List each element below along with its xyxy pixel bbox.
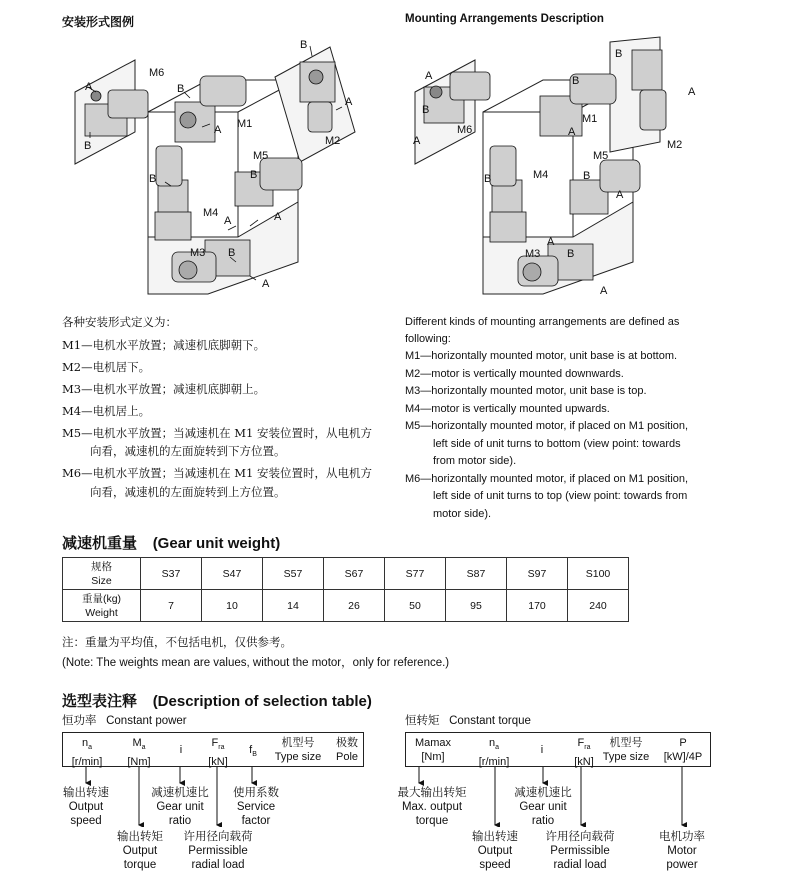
torque-mamax: Mamax [Nm]	[414, 737, 452, 763]
svg-text:M2: M2	[667, 139, 683, 151]
svg-text:M6: M6	[149, 67, 165, 79]
power-ma: $M_a$ [Nm]	[127, 737, 151, 769]
def-en-m6b: left side of unit turns to top (view point: towards from	[433, 490, 688, 502]
svg-text:A: A	[616, 189, 624, 201]
svg-text:M1: M1	[582, 113, 598, 125]
svg-text:A: A	[688, 86, 696, 98]
svg-text:A: A	[547, 236, 555, 248]
svg-text:A: A	[425, 70, 433, 82]
torque-label-cn: 恒转矩	[405, 715, 440, 727]
power-cap-torque: 输出转矩 Output torque	[117, 831, 163, 871]
power-cap-speed: 输出转速 Output speed	[63, 787, 109, 827]
def-cn-m1: M1—电机水平放置；减速机底脚朝下。	[62, 338, 266, 352]
power-label-en: Constant power	[106, 715, 187, 727]
table-row	[63, 558, 629, 590]
power-type: 机型号 Type size	[274, 737, 322, 763]
power-fra: $F_{ra}$ [kN]	[208, 737, 228, 769]
svg-text:B: B	[250, 169, 258, 181]
svg-text:B: B	[422, 104, 430, 116]
def-en-m1: M1—horizontally mounted motor, unit base is at bottom.	[405, 350, 678, 362]
size-cell: S77	[385, 558, 446, 590]
mounting-figure-right	[400, 32, 720, 312]
svg-text:M5: M5	[253, 150, 269, 162]
def-cn-m2: M2—电机居下。	[62, 360, 151, 374]
def-cn-m5a: M5—电机水平放置；当减速机在 M1 安装位置时，从电机方	[62, 426, 372, 440]
svg-text:A: A	[214, 124, 222, 136]
torque-cap-load: 许用径向载荷 Permissible radial load	[545, 831, 615, 871]
svg-text:B: B	[228, 247, 236, 259]
svg-text:M3: M3	[190, 247, 206, 259]
power-cap-service: 使用系数 Service factor	[233, 787, 279, 827]
svg-text:B: B	[572, 75, 580, 87]
power-label-cn: 恒功率	[62, 715, 97, 727]
weight-table	[62, 557, 629, 622]
svg-text:M5: M5	[593, 150, 609, 162]
power-cap-ratio: 减速机速比 Gear unit ratio	[151, 787, 209, 827]
weight-cell: 14	[263, 590, 324, 622]
mounting-title-en: Mounting Arrangements Description	[405, 13, 604, 25]
svg-text:M6: M6	[457, 124, 473, 136]
size-header-en: Size	[91, 574, 112, 587]
torque-label-en: Constant torque	[449, 715, 531, 727]
svg-text:A: A	[568, 126, 576, 138]
svg-text:B: B	[149, 173, 157, 185]
svg-text:M1: M1	[237, 118, 253, 130]
weight-title-en: (Gear unit weight)	[152, 535, 281, 552]
weight-header-cn: 重量(kg)	[81, 592, 122, 605]
size-cell: S37	[141, 558, 202, 590]
def-en-m6a: M6—horizontally mounted motor, if placed on M1 position,	[405, 473, 689, 485]
torque-cap-speed: 输出转速 Output speed	[472, 831, 518, 871]
weight-note-cn: 注：重量为平均值，不包括电机，仅供参考。	[62, 635, 292, 649]
torque-box	[405, 732, 711, 767]
power-fb: $f_B$	[249, 744, 257, 759]
def-cn-m6a: M6—电机水平放置；当减速机在 M1 安装位置时，从电机方	[62, 466, 372, 480]
size-header	[63, 558, 141, 590]
weight-note-en: (Note: The weights mean are values, without the motor，only for reference.)	[62, 657, 450, 669]
weight-cell: 7	[141, 590, 202, 622]
torque-p: P [kW]/4P	[663, 737, 703, 763]
power-na: $n_a$ [r/min]	[71, 737, 103, 769]
weight-header	[63, 590, 141, 622]
def-cn-m5b: 向看，减速机的左面旋转到下方位置。	[90, 444, 286, 458]
svg-text:B: B	[300, 39, 308, 51]
torque-cap-ratio: 减速机速比 Gear unit ratio	[514, 787, 572, 827]
svg-text:A: A	[600, 285, 608, 297]
selection-title	[62, 690, 372, 711]
mounting-title-cn: 安装形式图例	[62, 15, 135, 29]
svg-text:B: B	[567, 248, 575, 260]
weight-cell: 50	[385, 590, 446, 622]
def-en-m5c: from motor side).	[433, 455, 517, 467]
power-pole: 极数 Pole	[335, 737, 359, 763]
torque-na: $n_a$ [r/min]	[478, 737, 510, 769]
svg-text:A: A	[262, 278, 270, 290]
size-cell: S67	[324, 558, 385, 590]
def-cn-m6b: 向看，减速机的左面旋转到上方位置。	[90, 485, 286, 499]
mounting-figure-left	[60, 32, 380, 312]
power-i: i	[179, 744, 183, 756]
svg-text:A: A	[274, 211, 282, 223]
svg-text:A: A	[413, 135, 421, 147]
weight-cell: 170	[507, 590, 568, 622]
def-en-intro-b: following:	[405, 333, 451, 345]
def-en-m5b: left side of unit turns to bottom (view point: towards	[433, 438, 681, 450]
size-cell: S97	[507, 558, 568, 590]
size-header-cn: 规格	[91, 560, 112, 573]
svg-text:B: B	[177, 83, 185, 95]
selection-title-cn: 选型表注释	[62, 692, 138, 710]
def-cn-intro: 各种安装形式定义为：	[62, 315, 177, 329]
svg-text:A: A	[345, 96, 353, 108]
def-en-m5a: M5—horizontally mounted motor, if placed on M1 position,	[405, 420, 689, 432]
def-en-m2: M2—motor is vertically mounted downwards.	[405, 368, 624, 380]
def-en-m6c: motor side).	[433, 508, 492, 520]
svg-text:B: B	[583, 170, 591, 182]
weight-cell: 10	[202, 590, 263, 622]
svg-text:M2: M2	[325, 135, 341, 147]
label-a: A	[85, 81, 93, 93]
def-en-m3: M3—horizontally mounted motor, unit base is top.	[405, 385, 647, 397]
size-cell: S100	[568, 558, 629, 590]
torque-fra: $F_{ra}$ [kN]	[574, 737, 594, 769]
weight-cell: 26	[324, 590, 385, 622]
def-en-m4: M4—motor is vertically mounted upwards.	[405, 403, 610, 415]
torque-cap-maxtq: 最大输出转矩 Max. output torque	[397, 787, 467, 827]
svg-text:B: B	[84, 140, 92, 152]
svg-text:A: A	[224, 215, 232, 227]
svg-text:M4: M4	[203, 207, 219, 219]
def-cn-m3: M3—电机水平放置；减速机底脚朝上。	[62, 382, 266, 396]
power-cap-load: 许用径向载荷 Permissible radial load	[183, 831, 253, 871]
weight-cell: 95	[446, 590, 507, 622]
weight-title-cn: 减速机重量	[62, 534, 138, 552]
power-label	[62, 712, 187, 728]
power-box	[62, 732, 364, 767]
size-cell: S57	[263, 558, 324, 590]
size-cell: S47	[202, 558, 263, 590]
torque-i: i	[540, 744, 544, 756]
svg-text:B: B	[484, 173, 492, 185]
svg-text:M4: M4	[533, 169, 549, 181]
svg-text:M3: M3	[525, 248, 541, 260]
size-cell: S87	[446, 558, 507, 590]
torque-cap-power: 电机功率 Motor power	[659, 831, 705, 871]
weight-header-en: Weight	[85, 606, 118, 619]
weight-cell: 240	[568, 590, 629, 622]
torque-type: 机型号 Type size	[602, 737, 650, 763]
def-en-intro-a: Different kinds of mounting arrangements are defined as	[405, 316, 680, 328]
svg-text:B: B	[615, 48, 623, 60]
def-cn-m4: M4—电机居上。	[62, 404, 151, 418]
selection-title-en: (Description of selection table)	[152, 693, 372, 710]
torque-label	[405, 712, 531, 728]
weight-title	[62, 532, 280, 553]
table-row	[63, 590, 629, 622]
